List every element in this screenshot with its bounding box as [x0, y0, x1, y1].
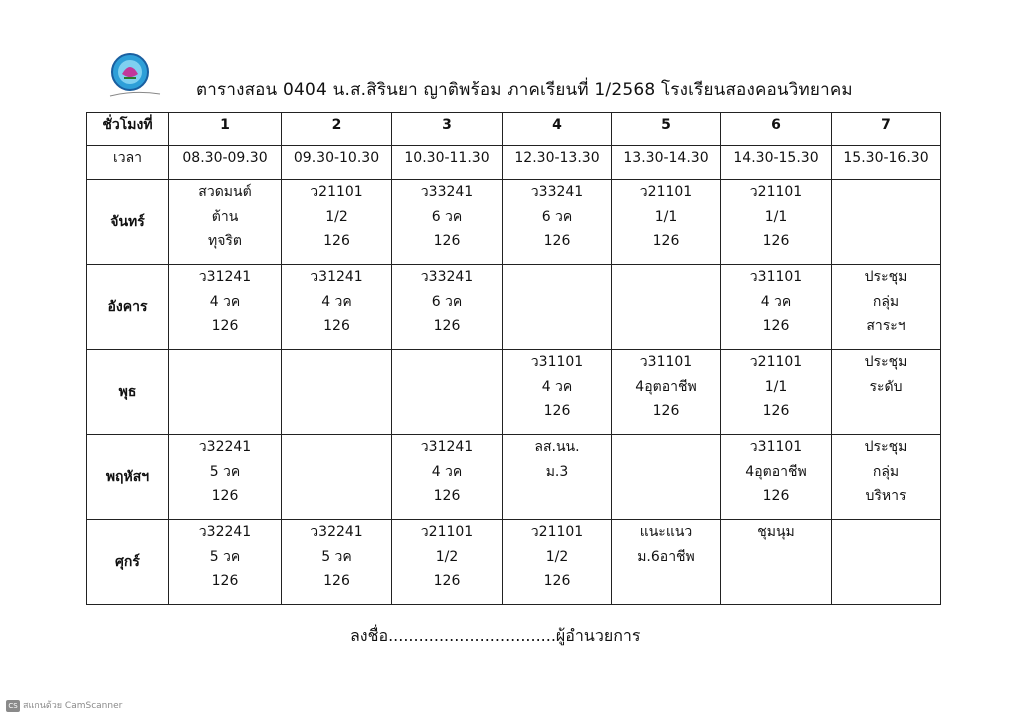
cell-line: ม.6อาชีพ	[637, 548, 695, 565]
cell-line: สาระฯ	[866, 318, 906, 334]
schedule-cell	[832, 265, 941, 350]
schedule-cell	[612, 265, 721, 350]
schedule-cell	[832, 180, 941, 265]
cell-line: 1/2	[545, 548, 569, 565]
schedule-cell	[832, 435, 941, 520]
schedule-cell	[503, 520, 612, 605]
day-row	[87, 180, 941, 265]
cell-line: 4 วค	[541, 378, 573, 395]
school-logo	[104, 50, 164, 102]
cell-line: ว32241	[198, 524, 252, 540]
day-label: พฤหัสฯ	[87, 435, 169, 520]
cell-line: 1/2	[435, 548, 459, 565]
cell-line: ระดับ	[869, 378, 903, 395]
period-number: 5	[612, 113, 721, 146]
cell-line: ว21101	[749, 184, 803, 200]
signature-line: ลงชื่อ.................................ผู้อำนวยการ	[350, 626, 641, 645]
cell-line: 126	[433, 318, 461, 334]
day-label: จันทร์	[87, 180, 169, 265]
cell-line: 1/2	[325, 208, 348, 225]
schedule-cell	[392, 265, 503, 350]
cell-line: 126	[323, 233, 350, 249]
cell-line: 5 วค	[321, 548, 352, 565]
schedule-cell	[612, 520, 721, 605]
cell-line: 126	[433, 233, 461, 249]
camscanner-icon: CS	[6, 700, 20, 712]
time-slot: 10.30-11.30	[392, 146, 503, 180]
cell-line: 126	[323, 573, 350, 589]
period-number: 3	[392, 113, 503, 146]
schedule-cell	[612, 350, 721, 435]
day-label: อังคาร	[87, 265, 169, 350]
period-label: ชั่วโมงที่	[87, 113, 169, 146]
time-slot: 09.30-10.30	[282, 146, 392, 180]
day-label: พุธ	[87, 350, 169, 435]
time-slot: 12.30-13.30	[503, 146, 612, 180]
schedule-cell	[503, 350, 612, 435]
cell-line: ลส.นน.	[534, 439, 580, 455]
time-row	[87, 146, 941, 180]
cell-line: ว21101	[749, 354, 803, 370]
schedule-cell	[169, 180, 282, 265]
cell-line: ต้าน	[211, 208, 239, 225]
schedule-cell	[169, 520, 282, 605]
cell-line: 126	[543, 573, 571, 589]
schedule-cell	[392, 350, 503, 435]
time-slot: 08.30-09.30	[169, 146, 282, 180]
cell-line: 126	[433, 488, 461, 504]
cell-line: 4อุตอาชีพ	[635, 378, 697, 395]
cell-line: 5 วค	[209, 548, 241, 565]
cell-line: 126	[652, 233, 680, 249]
schedule-cell	[721, 180, 832, 265]
schedule-cell	[282, 265, 392, 350]
cell-line: ว31101	[530, 354, 584, 370]
time-slot: 13.30-14.30	[612, 146, 721, 180]
period-number: 2	[282, 113, 392, 146]
period-header-row	[87, 113, 941, 146]
cell-line: 126	[762, 488, 790, 504]
schedule-cell	[503, 180, 612, 265]
schedule-cell	[721, 435, 832, 520]
time-slot: 15.30-16.30	[832, 146, 941, 180]
cell-line: ว33241	[420, 184, 474, 200]
period-number: 7	[832, 113, 941, 146]
cell-line: กลุ่ม	[872, 463, 900, 480]
cell-line: 6 วค	[431, 208, 463, 225]
cell-line: 126	[433, 573, 461, 589]
schedule-cell	[612, 180, 721, 265]
schedule-cell	[282, 180, 392, 265]
cell-line: 5 วค	[209, 463, 241, 480]
cell-line: 126	[323, 318, 350, 334]
cell-line: ว31241	[198, 269, 252, 285]
cell-line: ว31101	[749, 269, 803, 285]
schedule-cell	[503, 435, 612, 520]
period-number: 1	[169, 113, 282, 146]
cell-line: ว33241	[420, 269, 474, 285]
cell-line: ว21101	[530, 524, 584, 540]
cell-line: 126	[762, 318, 790, 334]
cell-line: ประชุม	[864, 354, 908, 370]
cell-line: 4 วค	[321, 293, 352, 310]
cell-line: 126	[652, 403, 680, 419]
day-row	[87, 435, 941, 520]
cell-line: ว31101	[749, 439, 803, 455]
cell-line: 4 วค	[431, 463, 463, 480]
cell-line: ว31241	[310, 269, 363, 285]
cell-line: ว32241	[310, 524, 363, 540]
period-number: 6	[721, 113, 832, 146]
cell-line: 1/1	[764, 378, 788, 395]
scanner-watermark	[6, 698, 122, 712]
cell-line: ม.3	[545, 463, 569, 480]
schedule-cell	[832, 520, 941, 605]
cell-line: 126	[543, 403, 571, 419]
schedule-cell	[721, 520, 832, 605]
schedule-cell	[721, 350, 832, 435]
schedule-cell	[392, 180, 503, 265]
cell-line: ทุจริต	[207, 233, 243, 249]
cell-line: ว21101	[420, 524, 474, 540]
cell-line: ประชุม	[864, 439, 908, 455]
cell-line: 126	[211, 318, 239, 334]
cell-line: 4 วค	[760, 293, 792, 310]
time-slot: 14.30-15.30	[721, 146, 832, 180]
cell-line: ว21101	[639, 184, 693, 200]
cell-line: 4 วค	[209, 293, 241, 310]
cell-line: 6 วค	[541, 208, 573, 225]
schedule-cell	[503, 265, 612, 350]
cell-line: สวดมนต์	[198, 184, 252, 200]
cell-line: 126	[762, 403, 790, 419]
cell-line: 126	[211, 573, 239, 589]
cell-line: ว31241	[420, 439, 474, 455]
schedule-cell	[169, 265, 282, 350]
day-row	[87, 265, 941, 350]
cell-line: 126	[762, 233, 790, 249]
schedule-cell	[282, 435, 392, 520]
scanner-text: สแกนด้วย CamScanner	[23, 701, 123, 711]
schedule-cell	[169, 350, 282, 435]
cell-line: ว21101	[310, 184, 363, 200]
cell-line: บริหาร	[865, 488, 907, 504]
cell-line: 1/1	[764, 208, 788, 225]
cell-line: 4อุตอาชีพ	[745, 463, 807, 480]
day-row	[87, 350, 941, 435]
schedule-cell	[282, 350, 392, 435]
cell-line: ว31101	[639, 354, 693, 370]
cell-line: 126	[543, 233, 571, 249]
page-title: ตารางสอน 0404 น.ส.สิรินยา ญาติพร้อม ภาคเรียนที่ 1/2568 โรงเรียนสองคอนวิทยาคม	[196, 80, 853, 100]
schedule-cell	[612, 435, 721, 520]
cell-line: 126	[211, 488, 239, 504]
period-number: 4	[503, 113, 612, 146]
schedule-cell	[169, 435, 282, 520]
time-label: เวลา	[87, 146, 169, 180]
cell-line: 1/1	[654, 208, 678, 225]
schedule-cell	[392, 435, 503, 520]
schedule-cell	[282, 520, 392, 605]
cell-line: กลุ่ม	[872, 293, 900, 310]
cell-line: 6 วค	[431, 293, 463, 310]
cell-line: ว32241	[198, 439, 252, 455]
schedule-cell	[721, 265, 832, 350]
cell-line: ประชุม	[864, 269, 908, 285]
schedule-table	[86, 112, 941, 605]
schedule-cell	[392, 520, 503, 605]
cell-line: ชุมนุม	[757, 524, 795, 540]
schedule-cell	[832, 350, 941, 435]
day-label: ศุกร์	[87, 520, 169, 605]
cell-line: ว33241	[530, 184, 584, 200]
day-row	[87, 520, 941, 605]
day-rows	[87, 180, 941, 605]
cell-line: แนะแนว	[639, 524, 693, 540]
